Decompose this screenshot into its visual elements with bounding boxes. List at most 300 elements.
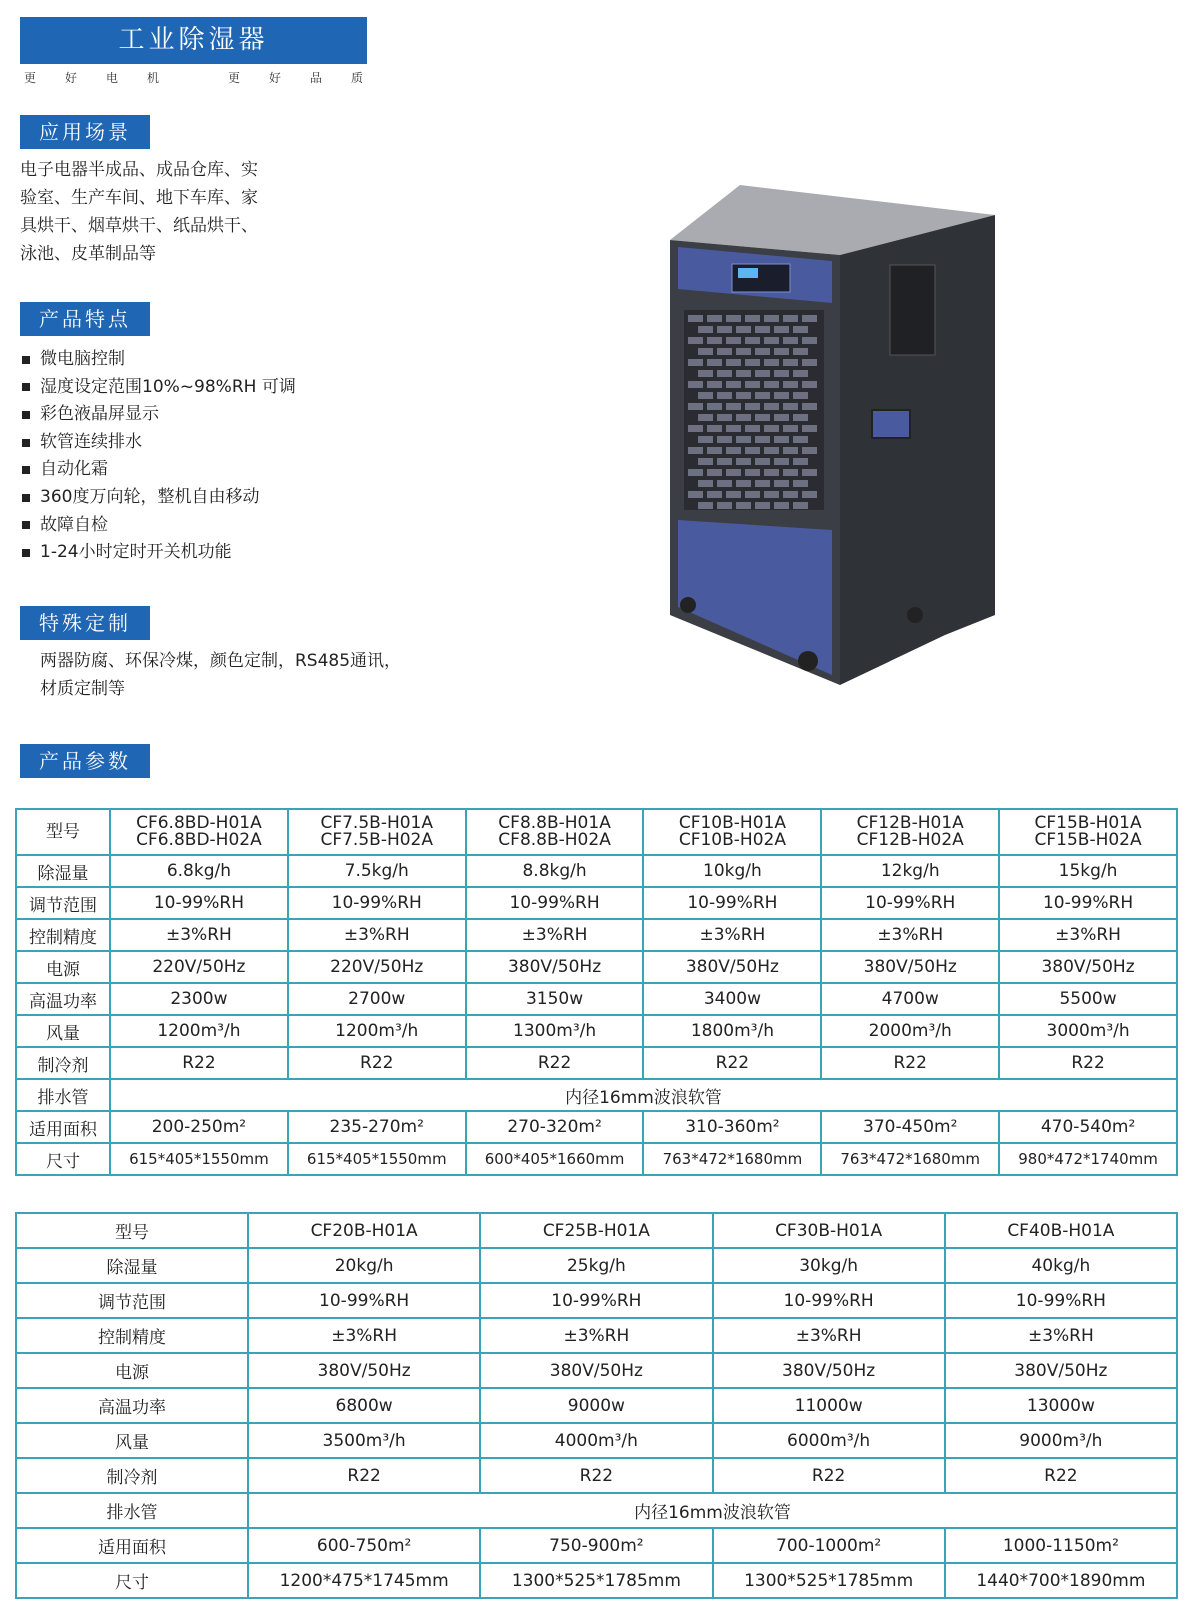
grille-slot <box>707 315 722 322</box>
model-cell: CF6.8BD-H01A CF6.8BD-H02A <box>110 809 288 855</box>
row-label: 调节范围 <box>16 887 110 919</box>
table-cell: 3150w <box>466 983 644 1015</box>
grille-slot <box>698 458 713 465</box>
bullet-icon <box>22 521 30 529</box>
grille-slot <box>745 491 760 498</box>
table-cell: 10kg/h <box>643 855 821 887</box>
model-cell: CF15B-H01A CF15B-H02A <box>999 809 1177 855</box>
table-cell: R22 <box>999 1047 1177 1079</box>
table-cell: 200-250m² <box>110 1111 288 1143</box>
applications-line: 电子电器半成品、成品仓库、实 <box>20 160 258 180</box>
tagline-right <box>228 69 392 86</box>
grille-slot <box>688 359 703 366</box>
table-cell: 1200*475*1745mm <box>248 1563 480 1598</box>
grille-slot <box>717 370 732 377</box>
grille-slot <box>802 381 817 388</box>
grille-slot <box>755 414 770 421</box>
grille-slot <box>783 359 798 366</box>
table-row <box>16 1528 1177 1563</box>
table-cell: 10-99%RH <box>713 1283 945 1318</box>
applications-line: 验室、生产车间、地下车库、家 <box>20 188 258 208</box>
model-cell: CF40B-H01A <box>945 1213 1177 1248</box>
grille-slot <box>698 480 713 487</box>
grille-slot <box>802 491 817 498</box>
row-label: 除湿量 <box>16 1248 248 1283</box>
table-cell: 10-99%RH <box>480 1283 712 1318</box>
table-cell: 内径16mm波浪软管 <box>110 1079 1177 1111</box>
table-row <box>16 1563 1177 1598</box>
grille-slot <box>726 469 741 476</box>
grille-slot <box>802 359 817 366</box>
grille-slot <box>717 458 732 465</box>
grille-slot <box>745 315 760 322</box>
grille-slot <box>698 436 713 443</box>
row-label: 风量 <box>16 1423 248 1458</box>
bullet-icon <box>22 411 30 419</box>
tagline-char: 更 <box>228 71 241 85</box>
custom-line: 材质定制等 <box>40 679 125 699</box>
table-row <box>16 1047 1177 1079</box>
table-cell: 15kg/h <box>999 855 1177 887</box>
bullet-icon <box>22 494 30 502</box>
dehumidifier-product-image <box>660 185 1000 705</box>
feature-item <box>22 374 296 402</box>
grille-slot <box>764 469 779 476</box>
table-cell: 220V/50Hz <box>288 951 466 983</box>
grille-slot <box>783 491 798 498</box>
feature-text: 软管连续排水 <box>40 431 142 452</box>
table-cell: 380V/50Hz <box>821 951 999 983</box>
table-cell: 6000m³/h <box>713 1423 945 1458</box>
grille-slot <box>783 447 798 454</box>
table-cell: R22 <box>821 1047 999 1079</box>
grille-slot <box>736 392 751 399</box>
grille-slot <box>793 458 808 465</box>
table-cell: R22 <box>288 1047 466 1079</box>
grille-slot <box>802 337 817 344</box>
feature-item <box>22 346 296 374</box>
grille-slot <box>726 381 741 388</box>
table-cell: 1300m³/h <box>466 1015 644 1047</box>
grille-slot <box>688 337 703 344</box>
table-cell: 380V/50Hz <box>466 951 644 983</box>
table-row <box>16 919 1177 951</box>
table-cell: 10-99%RH <box>821 887 999 919</box>
grille-slot <box>726 359 741 366</box>
grille-slot <box>764 425 779 432</box>
grille-slot <box>764 381 779 388</box>
tagline-left <box>24 69 188 86</box>
table-cell: R22 <box>110 1047 288 1079</box>
grille-slot <box>774 436 789 443</box>
bullet-icon <box>22 383 30 391</box>
grille-slot <box>793 436 808 443</box>
features-heading: 产品特点 <box>20 302 150 336</box>
table-cell: R22 <box>713 1458 945 1493</box>
feature-text: 彩色液晶屏显示 <box>40 404 159 425</box>
grille-slot <box>802 469 817 476</box>
row-label: 调节范围 <box>16 1283 248 1318</box>
table-cell: 380V/50Hz <box>643 951 821 983</box>
table-row <box>16 1143 1177 1175</box>
table-cell: 980*472*1740mm <box>999 1143 1177 1175</box>
tagline-char: 机 <box>147 71 160 85</box>
table-cell: 1200m³/h <box>110 1015 288 1047</box>
table-cell: 10-99%RH <box>466 887 644 919</box>
params-heading: 产品参数 <box>20 744 150 778</box>
grille-slot <box>698 370 713 377</box>
table-row <box>16 887 1177 919</box>
model-cell: CF10B-H01A CF10B-H02A <box>643 809 821 855</box>
feature-item <box>22 456 296 484</box>
feature-text: 微电脑控制 <box>40 349 125 369</box>
grille-slot <box>755 370 770 377</box>
table-cell: 700-1000m² <box>713 1528 945 1563</box>
table-cell: 763*472*1680mm <box>821 1143 999 1175</box>
grille-slot <box>774 326 789 333</box>
table-row <box>16 1353 1177 1388</box>
grille-slot <box>726 425 741 432</box>
grille-slot <box>783 425 798 432</box>
grille-slot <box>726 315 741 322</box>
table-row <box>16 1458 1177 1493</box>
table-row <box>16 951 1177 983</box>
custom-line: 两器防腐、环保冷煤，颜色定制，RS485通讯， <box>40 651 402 671</box>
bullet-icon <box>22 439 30 447</box>
grille-slot <box>774 502 789 509</box>
table-row <box>16 1248 1177 1283</box>
grille-slot <box>698 326 713 333</box>
table-cell: ±3%RH <box>480 1318 712 1353</box>
grille-slot <box>755 436 770 443</box>
grille-slot <box>707 381 722 388</box>
grille-slot <box>726 491 741 498</box>
model-cell: CF7.5B-H01A CF7.5B-H02A <box>288 809 466 855</box>
tagline-char: 品 <box>310 71 323 85</box>
grille-slot <box>707 403 722 410</box>
grille-slot <box>774 480 789 487</box>
grille-slot <box>793 392 808 399</box>
display-digits <box>738 268 758 278</box>
table-cell: 13000w <box>945 1388 1177 1423</box>
grille-slot <box>783 381 798 388</box>
grille-slot <box>688 491 703 498</box>
grille-slot <box>764 337 779 344</box>
row-label: 电源 <box>16 1353 248 1388</box>
table-row <box>16 983 1177 1015</box>
feature-text: 湿度设定范围10%~98%RH 可调 <box>40 376 296 397</box>
grille-slot <box>745 403 760 410</box>
grille-slot <box>802 315 817 322</box>
grille-slot <box>755 458 770 465</box>
feature-item <box>22 401 296 429</box>
row-label: 型号 <box>16 1213 248 1248</box>
grille-slot <box>736 348 751 355</box>
table-cell: ±3%RH <box>110 919 288 951</box>
grille-slot <box>736 480 751 487</box>
row-label: 适用面积 <box>16 1528 248 1563</box>
table-row <box>16 1111 1177 1143</box>
grille-slot <box>717 436 732 443</box>
grille-slot <box>698 392 713 399</box>
grille-slot <box>755 502 770 509</box>
table-cell: 4000m³/h <box>480 1423 712 1458</box>
grille-slot <box>793 370 808 377</box>
table-cell: 1800m³/h <box>643 1015 821 1047</box>
tagline-char: 质 <box>351 71 364 85</box>
table-cell: 12kg/h <box>821 855 999 887</box>
handle <box>872 410 910 438</box>
grille-slot <box>688 469 703 476</box>
grille-slot <box>717 502 732 509</box>
table-cell: ±3%RH <box>821 919 999 951</box>
table-cell: 380V/50Hz <box>713 1353 945 1388</box>
table-cell: 370-450m² <box>821 1111 999 1143</box>
table-cell: 600*405*1660mm <box>466 1143 644 1175</box>
grille-slot <box>755 326 770 333</box>
table-cell: R22 <box>248 1458 480 1493</box>
table-cell: 10-99%RH <box>288 887 466 919</box>
table-cell: 3000m³/h <box>999 1015 1177 1047</box>
model-cell: CF20B-H01A <box>248 1213 480 1248</box>
table-cell: 310-360m² <box>643 1111 821 1143</box>
feature-text: 故障自检 <box>40 514 108 535</box>
grille-slot <box>726 447 741 454</box>
table-row <box>16 1318 1177 1353</box>
table-cell: R22 <box>466 1047 644 1079</box>
table-row <box>16 1213 1177 1248</box>
row-label: 排水管 <box>16 1079 110 1111</box>
table-row <box>16 809 1177 855</box>
applications-line: 泳池、皮革制品等 <box>20 244 156 264</box>
table-cell: 20kg/h <box>248 1248 480 1283</box>
applications-text <box>20 156 258 268</box>
table-cell: ±3%RH <box>999 919 1177 951</box>
grille-slot <box>745 469 760 476</box>
table-cell: ±3%RH <box>713 1318 945 1353</box>
grille-slot <box>783 337 798 344</box>
grille-slot <box>793 414 808 421</box>
table-cell: 235-270m² <box>288 1111 466 1143</box>
grille-slot <box>764 359 779 366</box>
grille-slot <box>755 348 770 355</box>
grille-slot <box>698 414 713 421</box>
table-row <box>16 1388 1177 1423</box>
grille-slot <box>736 436 751 443</box>
row-label: 制冷剂 <box>16 1047 110 1079</box>
grille-slot <box>793 480 808 487</box>
table-cell: 9000w <box>480 1388 712 1423</box>
table-cell: 30kg/h <box>713 1248 945 1283</box>
model-cell: CF25B-H01A <box>480 1213 712 1248</box>
applications-heading: 应用场景 <box>20 115 150 149</box>
feature-text: 自动化霜 <box>40 459 108 480</box>
table-row <box>16 1015 1177 1047</box>
grille-slot <box>764 491 779 498</box>
table-row <box>16 1283 1177 1318</box>
grille-slot <box>717 480 732 487</box>
feature-item <box>22 429 296 457</box>
table-row <box>16 855 1177 887</box>
page-title: 工业除湿器 <box>20 17 367 64</box>
table-cell: 25kg/h <box>480 1248 712 1283</box>
table-cell: 380V/50Hz <box>999 951 1177 983</box>
wheel <box>680 597 696 613</box>
applications-line: 具烘干、烟草烘干、纸品烘干、 <box>20 216 258 236</box>
grille-slot <box>736 458 751 465</box>
grille-slot <box>726 337 741 344</box>
table-cell: 1200m³/h <box>288 1015 466 1047</box>
table-cell: 3400w <box>643 983 821 1015</box>
grille-slot <box>755 392 770 399</box>
grille-slot <box>802 425 817 432</box>
grille-slot <box>774 392 789 399</box>
table-row <box>16 1493 1177 1528</box>
grille-slot <box>707 469 722 476</box>
grille-slot <box>736 370 751 377</box>
grille-slot <box>717 414 732 421</box>
grille-slot <box>783 403 798 410</box>
grille-slot <box>802 447 817 454</box>
grille-slot <box>736 326 751 333</box>
row-label: 排水管 <box>16 1493 248 1528</box>
table-cell: 1300*525*1785mm <box>480 1563 712 1598</box>
feature-item <box>22 512 296 540</box>
bullet-icon <box>22 549 30 557</box>
grille-slot <box>717 326 732 333</box>
table-cell: 4700w <box>821 983 999 1015</box>
table-cell: 615*405*1550mm <box>288 1143 466 1175</box>
air-grille <box>684 310 824 510</box>
grille-slot <box>736 502 751 509</box>
table-cell: 6.8kg/h <box>110 855 288 887</box>
row-label: 适用面积 <box>16 1111 110 1143</box>
row-label: 控制精度 <box>16 919 110 951</box>
row-label: 控制精度 <box>16 1318 248 1353</box>
grille-slot <box>707 359 722 366</box>
grille-slot <box>688 315 703 322</box>
row-label: 尺寸 <box>16 1563 248 1598</box>
model-cell: CF30B-H01A <box>713 1213 945 1248</box>
feature-text: 1-24小时定时开关机功能 <box>40 542 232 563</box>
row-label: 型号 <box>16 809 110 855</box>
grille-slot <box>707 491 722 498</box>
table-cell: 1000-1150m² <box>945 1528 1177 1563</box>
bullet-icon <box>22 466 30 474</box>
tagline-char: 电 <box>106 71 119 85</box>
grille-slot <box>745 359 760 366</box>
table-cell: 615*405*1550mm <box>110 1143 288 1175</box>
wheel <box>798 651 818 671</box>
grille-slot <box>783 315 798 322</box>
row-label: 尺寸 <box>16 1143 110 1175</box>
table-cell: 10-99%RH <box>999 887 1177 919</box>
grille-slot <box>688 381 703 388</box>
table-cell: ±3%RH <box>945 1318 1177 1353</box>
table-cell: 5500w <box>999 983 1177 1015</box>
grille-slot <box>698 502 713 509</box>
table-cell: 2700w <box>288 983 466 1015</box>
table-cell: 10-99%RH <box>248 1283 480 1318</box>
table-cell: 1300*525*1785mm <box>713 1563 945 1598</box>
grille-slot <box>717 348 732 355</box>
grille-slot <box>755 480 770 487</box>
grille-slot <box>745 337 760 344</box>
grille-slot <box>764 403 779 410</box>
side-vent <box>890 265 935 355</box>
row-label: 高温功率 <box>16 983 110 1015</box>
grille-slot <box>736 414 751 421</box>
tagline-char: 更 <box>24 71 37 85</box>
table-cell: R22 <box>945 1458 1177 1493</box>
table-cell: 220V/50Hz <box>110 951 288 983</box>
custom-text <box>40 647 401 703</box>
table-cell: 380V/50Hz <box>945 1353 1177 1388</box>
table-cell: ±3%RH <box>466 919 644 951</box>
grille-slot <box>707 425 722 432</box>
grille-slot <box>707 447 722 454</box>
tagline-char: 好 <box>269 71 282 85</box>
grille-slot <box>774 348 789 355</box>
table-cell: 270-320m² <box>466 1111 644 1143</box>
features-list <box>22 346 296 567</box>
grille-slot <box>774 458 789 465</box>
grille-slot <box>745 447 760 454</box>
table-cell: ±3%RH <box>643 919 821 951</box>
table-cell: 7.5kg/h <box>288 855 466 887</box>
grille-slot <box>745 425 760 432</box>
table-cell: ±3%RH <box>288 919 466 951</box>
table-row <box>16 1079 1177 1111</box>
table-cell: R22 <box>480 1458 712 1493</box>
feature-text: 360度万向轮，整机自由移动 <box>40 486 260 507</box>
tagline-char: 好 <box>65 71 78 85</box>
grille-slot <box>707 337 722 344</box>
bullet-icon <box>22 356 30 364</box>
table-cell: 3500m³/h <box>248 1423 480 1458</box>
table-cell: R22 <box>643 1047 821 1079</box>
table-cell: 11000w <box>713 1388 945 1423</box>
grille-slot <box>774 414 789 421</box>
table-row <box>16 1423 1177 1458</box>
table-cell: 9000m³/h <box>945 1423 1177 1458</box>
row-label: 高温功率 <box>16 1388 248 1423</box>
model-cell: CF8.8B-H01A CF8.8B-H02A <box>466 809 644 855</box>
spec-table-1 <box>15 808 1178 1176</box>
row-label: 除湿量 <box>16 855 110 887</box>
grille-slot <box>764 447 779 454</box>
table-cell: 2000m³/h <box>821 1015 999 1047</box>
row-label: 制冷剂 <box>16 1458 248 1493</box>
table-cell: 600-750m² <box>248 1528 480 1563</box>
table-cell: 10-99%RH <box>945 1283 1177 1318</box>
grille-slot <box>802 403 817 410</box>
table-cell: 763*472*1680mm <box>643 1143 821 1175</box>
row-label: 风量 <box>16 1015 110 1047</box>
table-cell: 8.8kg/h <box>466 855 644 887</box>
grille-slot <box>764 315 779 322</box>
table-cell: 750-900m² <box>480 1528 712 1563</box>
feature-item <box>22 539 296 567</box>
spec-table-2 <box>15 1212 1178 1599</box>
feature-item <box>22 484 296 512</box>
table-cell: 380V/50Hz <box>248 1353 480 1388</box>
table-cell: 内径16mm波浪软管 <box>248 1493 1177 1528</box>
grille-slot <box>688 425 703 432</box>
table-cell: 470-540m² <box>999 1111 1177 1143</box>
grille-slot <box>793 502 808 509</box>
grille-slot <box>774 370 789 377</box>
